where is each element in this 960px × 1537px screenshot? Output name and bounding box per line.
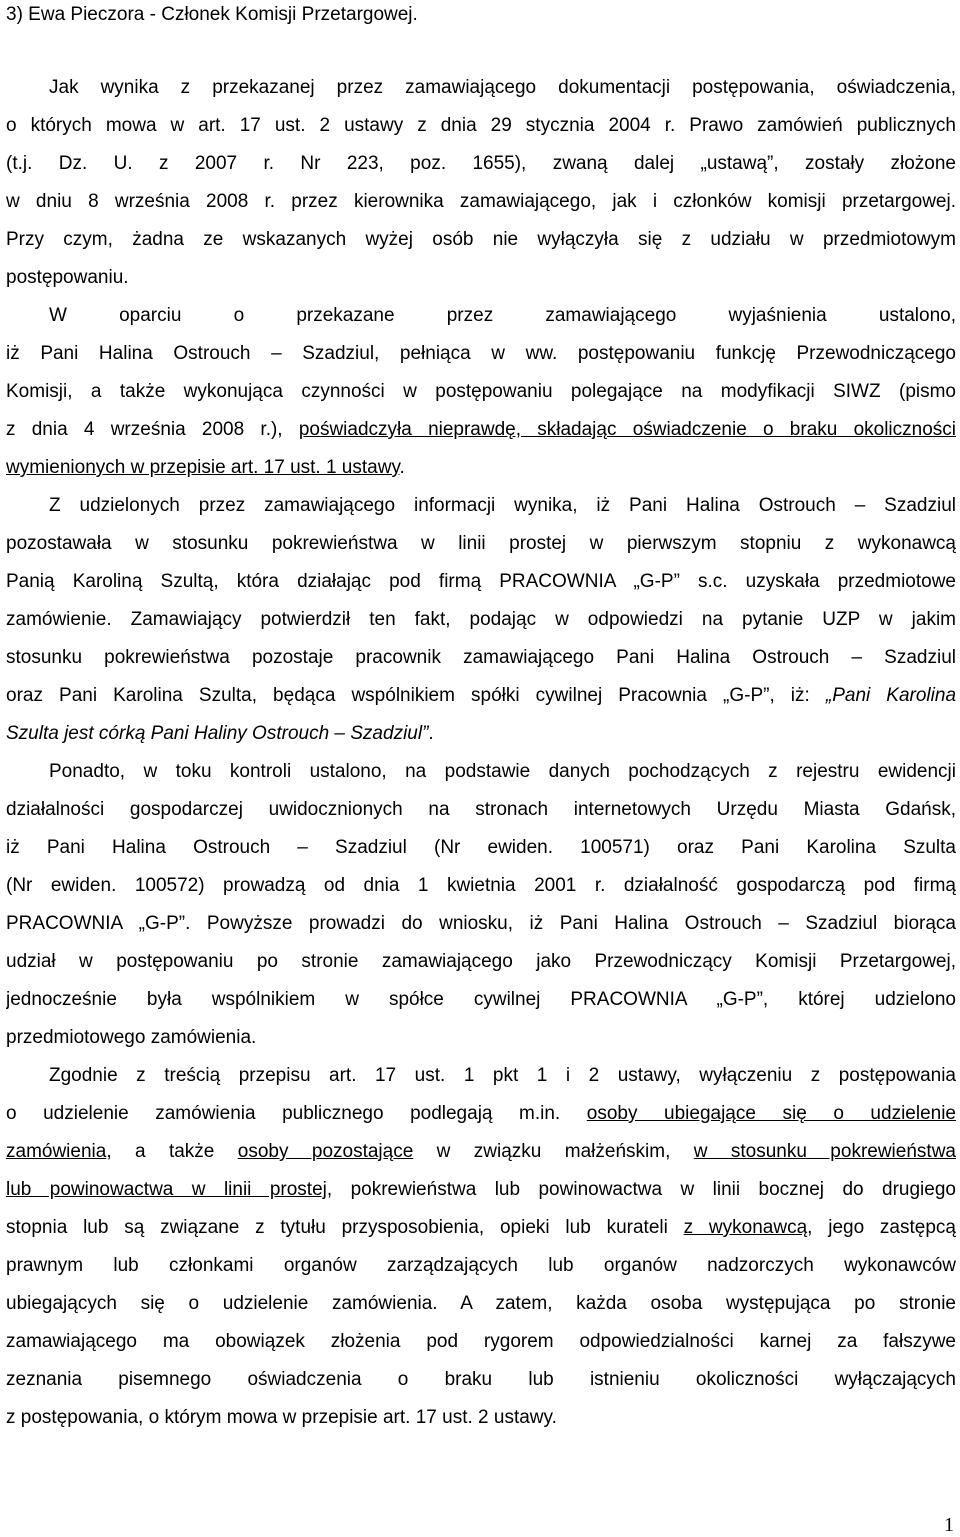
text-line: Zgodnie z treścią przepisu art. 17 ust. 1 pkt 1 i 2 ustawy, wyłączeniu z postępowania bbox=[49, 1065, 956, 1086]
underlined-text: wymienionych w przepisie art. 17 ust. 1 ustawy bbox=[6, 457, 400, 478]
text-line: o których mowa w art. 17 ust. 2 ustawy z dnia 29 stycznia 2004 r. Prawo zamówień publicznych bbox=[6, 115, 956, 136]
italic-quote: „Pani Karolina bbox=[825, 685, 956, 706]
text-line: pozostawała w stosunku pokrewieństwa w linii prostej w pierwszym stopniu z wykonawcą bbox=[6, 533, 956, 554]
text-line: Panią Karoliną Szultą, która działając pod firmą PRACOWNIA „G-P” s.c. uzyskała przedmiotowe bbox=[6, 571, 956, 592]
heading-member: 3) Ewa Pieczora - Członek Komisji Przetargowej. bbox=[6, 4, 418, 25]
text-line: zeznania pisemnego oświadczenia o braku lub istnieniu okoliczności wyłączających bbox=[6, 1369, 956, 1390]
text-line: wymienionych w przepisie art. 17 ust. 1 ustawy. bbox=[6, 457, 405, 478]
underlined-text: w stosunku pokrewieństwa bbox=[693, 1141, 956, 1162]
text-line: Komisji, a także wykonująca czynności w postępowaniu polegające na modyfikacji SIWZ (pismo bbox=[6, 381, 956, 402]
underlined-text: osoby pozostające bbox=[237, 1141, 414, 1162]
underlined-text: lub powinowactwa w linii prostej bbox=[6, 1179, 327, 1200]
text-line: iż Pani Halina Ostrouch – Szadziul, pełniąca w ww. postępowaniu funkcję Przewodniczącego bbox=[6, 343, 956, 364]
text-line: ubiegających się o udzielenie zamówienia. A zatem, każda osoba występująca po stronie bbox=[6, 1293, 956, 1314]
text-line: udział w postępowaniu po stronie zamawiającego jako Przewodniczący Komisji Przetargowej, bbox=[6, 951, 956, 972]
text-line: działalności gospodarczej uwidocznionych na stronach internetowych Urzędu Miasta Gdańsk, bbox=[6, 799, 956, 820]
underlined-text: z wykonawcą bbox=[683, 1217, 808, 1238]
text-line: W oparciu o przekazane przez zamawiającego wyjaśnienia ustalono, bbox=[49, 305, 956, 326]
text-line: w dniu 8 września 2008 r. przez kierownika zamawiającego, jak i członków komisji przetargowej. bbox=[6, 191, 956, 212]
page-number: 1 bbox=[944, 1514, 954, 1536]
text-line: z dnia 4 września 2008 r.), poświadczyła nieprawdę, składając oświadczenie o braku okoliczności bbox=[6, 419, 956, 440]
text-line: jednocześnie była wspólnikiem w spółce cywilnej PRACOWNIA „G-P”, której udzielono bbox=[6, 989, 956, 1010]
text-line: o udzielenie zamówienia publicznego podlegają m.in. osoby ubiegające się o udzielenie bbox=[6, 1103, 956, 1124]
text-line: Ponadto, w toku kontroli ustalono, na podstawie danych pochodzących z rejestru ewidencji bbox=[49, 761, 956, 782]
text-line: zamawiającego ma obowiązek złożenia pod rygorem odpowiedzialności karnej za fałszywe bbox=[6, 1331, 956, 1352]
text-line: Z udzielonych przez zamawiającego informacji wynika, iż Pani Halina Ostrouch – Szadziul bbox=[49, 495, 956, 516]
underlined-text: zamówienia bbox=[6, 1141, 107, 1162]
text-line: zamówienie. Zamawiający potwierdził ten fakt, podając w odpowiedzi na pytanie UZP w jakim bbox=[6, 609, 956, 630]
text-line: (Nr ewiden. 100572) prowadzą od dnia 1 kwietnia 2001 r. działalność gospodarczą pod firmą bbox=[6, 875, 956, 896]
text-line: stosunku pokrewieństwa pozostaje pracownik zamawiającego Pani Halina Ostrouch – Szadziul bbox=[6, 647, 956, 668]
text-line: lub powinowactwa w linii prostej, pokrewieństwa lub powinowactwa w linii bocznej do drugiego bbox=[6, 1179, 956, 1200]
underlined-text: poświadczyła nieprawdę, składając oświadczenie o braku okoliczności bbox=[298, 419, 956, 440]
text-line: Szulta jest córką Pani Haliny Ostrouch – Szadziul”. bbox=[6, 723, 434, 744]
italic-quote: Szulta jest córką Pani Haliny Ostrouch – Szadziul” bbox=[6, 723, 429, 744]
text-line: oraz Pani Karolina Szulta, będąca wspólnikiem spółki cywilnej Pracownia „G-P”, iż: „Pani Karolina bbox=[6, 685, 956, 706]
text-line: Przy czym, żadna ze wskazanych wyżej osób nie wyłączyła się z udziału w przedmiotowym bbox=[6, 229, 956, 250]
text-line: przedmiotowego zamówienia. bbox=[6, 1027, 257, 1048]
text-line: prawnym lub członkami organów zarządzających lub organów nadzorczych wykonawców bbox=[6, 1255, 956, 1276]
text-line: iż Pani Halina Ostrouch – Szadziul (Nr ewiden. 100571) oraz Pani Karolina Szulta bbox=[6, 837, 956, 858]
text-line: Jak wynika z przekazanej przez zamawiającego dokumentacji postępowania, oświadczenia, bbox=[49, 77, 956, 98]
text-line: zamówienia, a także osoby pozostające w związku małżeńskim, w stosunku pokrewieństwa bbox=[6, 1141, 956, 1162]
text-line: postępowaniu. bbox=[6, 267, 129, 288]
text-line: PRACOWNIA „G-P”. Powyższe prowadzi do wniosku, iż Pani Halina Ostrouch – Szadziul biorąca bbox=[6, 913, 956, 934]
text-line: (t.j. Dz. U. z 2007 r. Nr 223, poz. 1655), zwaną dalej „ustawą”, zostały złożone bbox=[6, 153, 956, 174]
text-line: z postępowania, o którym mowa w przepisie art. 17 ust. 2 ustawy. bbox=[6, 1407, 557, 1428]
underlined-text: osoby ubiegające się o udzielenie bbox=[586, 1103, 956, 1124]
text-line: stopnia lub są związane z tytułu przysposobienia, opieki lub kurateli z wykonawcą, jego zastępcą bbox=[6, 1217, 956, 1238]
